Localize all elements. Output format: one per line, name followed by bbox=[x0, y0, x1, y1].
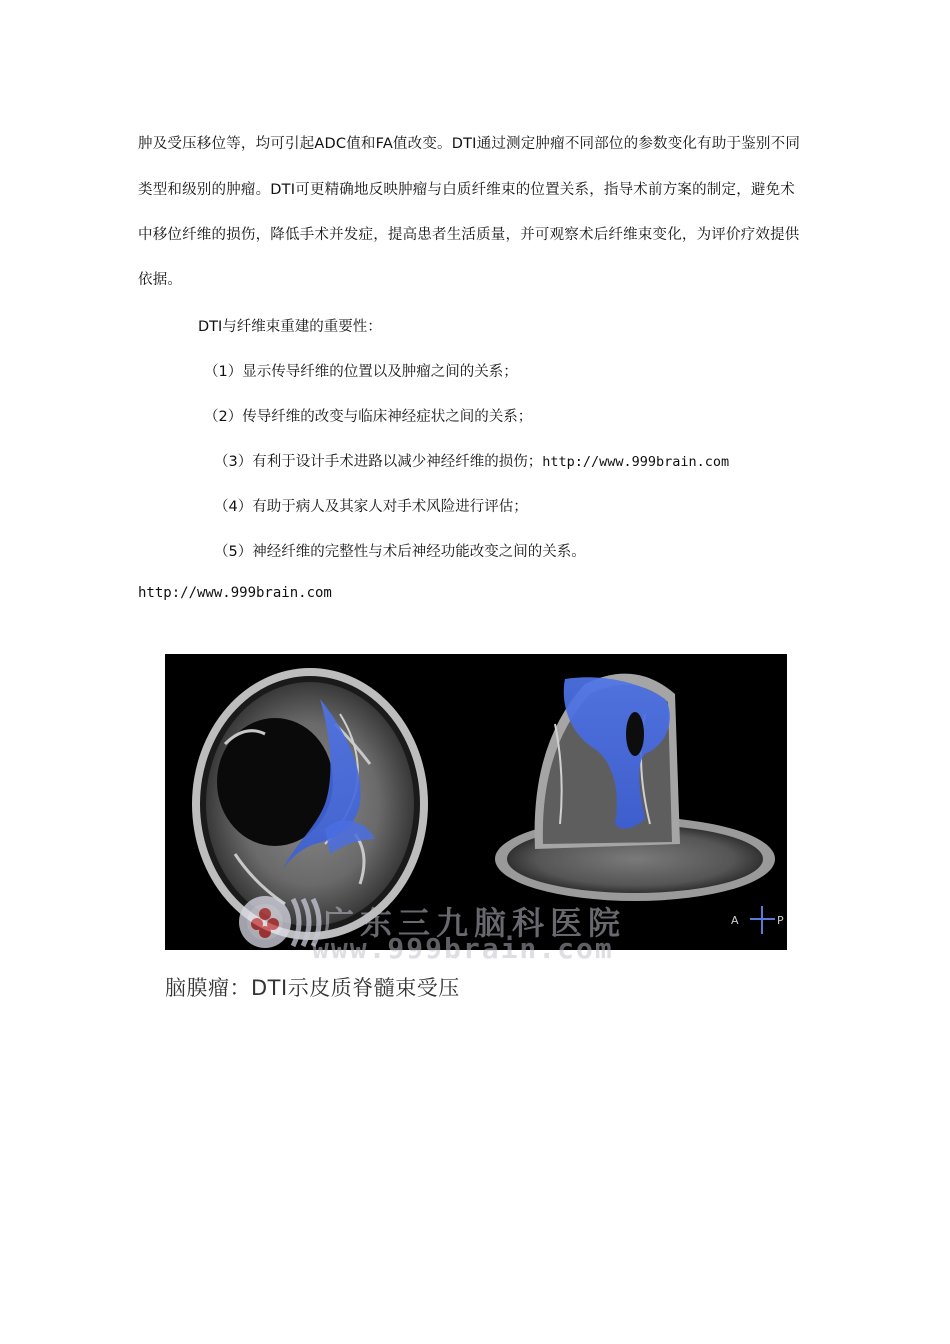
orientation-label: P bbox=[777, 914, 784, 927]
source-link[interactable]: http://www.999brain.com bbox=[138, 585, 332, 601]
hospital-logo bbox=[239, 896, 319, 948]
orientation-label: A bbox=[731, 914, 739, 927]
figure-caption: 脑膜瘤：DTI示皮质脊髓束受压 bbox=[165, 976, 460, 1000]
body-text-line: 中移位纤维的损伤，降低手术并发症，提高患者生活质量，并可观察术后纤维束变化，为评价疗效提供 bbox=[138, 227, 800, 243]
body-text-line: 肿及受压移位等，均可引起ADC值和FA值改变。DTI通过测定肿瘤不同部位的参数变化有助于鉴别不同 bbox=[138, 136, 801, 152]
sagittal-brain-image bbox=[495, 674, 784, 934]
list-item: （5）神经纤维的完整性与术后神经功能改变之间的关系。 bbox=[214, 544, 586, 560]
list-item: （4）有助于病人及其家人对手术风险进行评估； bbox=[214, 499, 528, 515]
body-text-line: 类型和级别的肿瘤。DTI可更精确地反映肿瘤与白质纤维束的位置关系，指导术前方案的制定，避免术 bbox=[138, 182, 795, 198]
watermark-url: www.999brain.com bbox=[312, 932, 614, 965]
body-text-line: 依据。 bbox=[138, 272, 183, 288]
source-link[interactable]: http://www.999brain.com bbox=[542, 454, 730, 470]
list-item bbox=[214, 450, 729, 471]
list-item: （2）传导纤维的改变与临床神经症状之间的关系； bbox=[204, 409, 533, 425]
list-item: （1）显示传导纤维的位置以及肿瘤之间的关系； bbox=[204, 364, 518, 380]
list-item-text: （3）有利于设计手术进路以减少神经纤维的损伤； bbox=[214, 454, 543, 470]
watermark-name: 广东三九脑科医院 bbox=[322, 904, 627, 942]
section-heading: DTI与纤维束重建的重要性： bbox=[198, 319, 382, 335]
